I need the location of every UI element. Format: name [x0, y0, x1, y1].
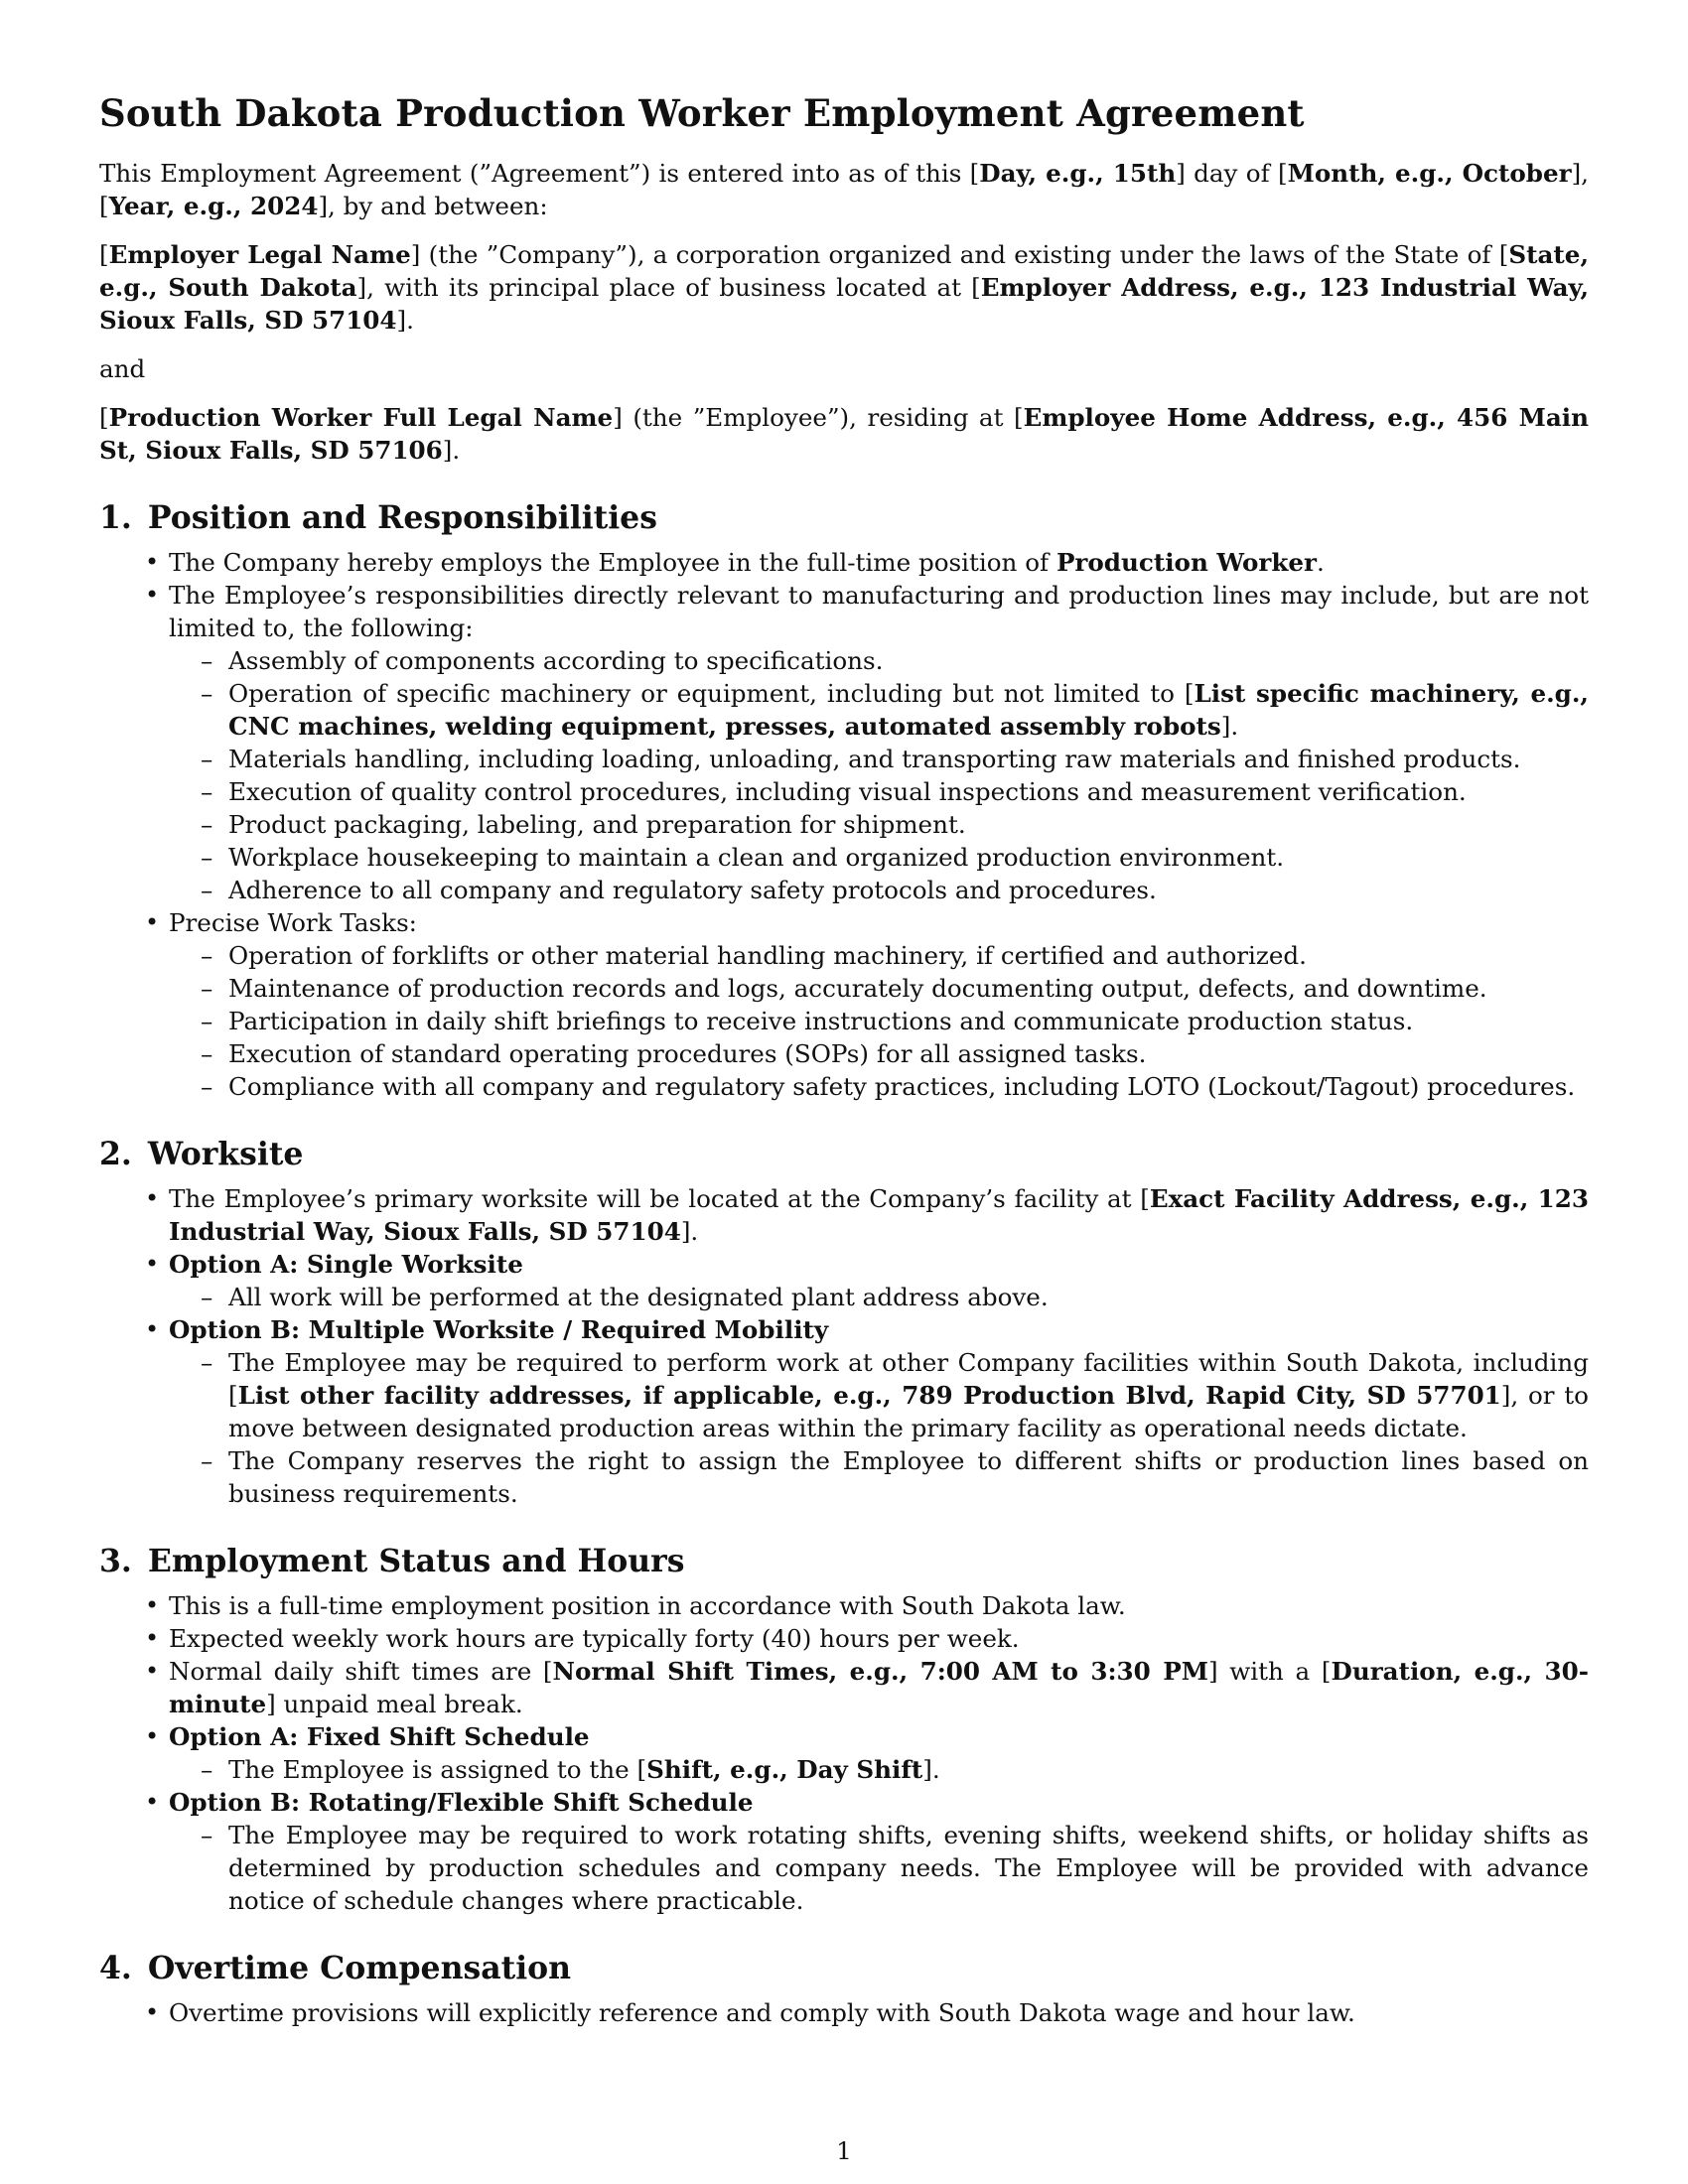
machinery-placeholder: List specific machinery, e.g., CNC machines, welding equipment, presses, automated assembly robots: [228, 679, 1589, 741]
sub-list-item: – Materials handling, including loading, unloading, and transporting raw materials and finished products.: [169, 743, 1589, 775]
sub-list-item: – Assembly of components according to specifications.: [169, 644, 1589, 677]
option-label: Option A: Fixed Shift Schedule: [169, 1722, 590, 1751]
list-item: • Expected weekly work hours are typically forty (40) hours per week.: [99, 1622, 1589, 1655]
list-item-text: The Employee’s responsibilities directly relevant to manufacturing and production lines may include, but are not limited to, the following:: [169, 581, 1589, 642]
sub-list: [169, 1819, 1589, 1917]
sub-list-item: – The Employee may be required to work rotating shifts, evening shifts, weekend shifts, or holiday shifts as determined by production schedules and company needs. The Employee will be provided with advance notice of schedule changes where practicable.: [169, 1819, 1589, 1917]
section-heading: [99, 1133, 1589, 1176]
section-number: 2.: [99, 1136, 132, 1172]
sub-list-item: – The Company reserves the right to assign the Employee to different shifts or production lines based on business requirements.: [169, 1444, 1589, 1510]
bullet-list: [99, 1182, 1589, 1510]
list-item-text: ].: [922, 1755, 940, 1784]
break-duration-placeholder: Duration, e.g., 30-minute: [169, 1657, 1589, 1718]
sub-list: [169, 1346, 1589, 1510]
section-title: Employment Status and Hours: [147, 1543, 685, 1579]
list-item-text: ].: [680, 1217, 699, 1246]
employee-text: [: [99, 403, 109, 432]
section-number: 3.: [99, 1543, 132, 1579]
sub-list-item: – Operation of forklifts or other material handling machinery, if certified and authorized.: [169, 939, 1589, 972]
employer-text: ], with its principal place of business located at [: [356, 273, 981, 302]
list-item-text: ], or to move between designated production areas within the primary facility as operational needs dictate.: [228, 1381, 1589, 1442]
list-item: [99, 546, 1589, 579]
employee-address-placeholder: Employee Home Address, e.g., 456 Main St, Sioux Falls, SD 57106: [99, 403, 1590, 465]
intro-text: ], by and between:: [318, 192, 548, 220]
employee-text: ] (the ”Employee”), residing at [: [613, 403, 1024, 432]
section-title: Position and Responsibilities: [147, 499, 657, 536]
list-item: • Overtime provisions will explicitly reference and comply with South Dakota wage and hour law.: [99, 1996, 1589, 2029]
bullet-list: [99, 546, 1589, 1103]
year-placeholder: Year, e.g., 2024: [108, 192, 319, 220]
list-item: • This is a full-time employment position in accordance with South Dakota law.: [99, 1589, 1589, 1622]
intro-text: ], [: [99, 159, 1589, 220]
list-item: [99, 1182, 1589, 1248]
shift-placeholder: Shift, e.g., Day Shift: [646, 1755, 923, 1784]
list-item-text: .: [1317, 548, 1325, 577]
employer-text: [: [99, 240, 109, 269]
list-item-text: The Employee’s primary worksite will be located at the Company’s facility at [: [169, 1184, 1150, 1213]
sub-list-item: – Adherence to all company and regulatory safety protocols and procedures.: [169, 874, 1589, 906]
page-number: 1: [836, 2136, 852, 2165]
sub-list: [169, 939, 1589, 1103]
sub-list-item: [169, 1753, 1589, 1786]
section-heading: [99, 1540, 1589, 1583]
list-item: [99, 1720, 1589, 1786]
other-facility-placeholder: List other facility addresses, if applicable, e.g., 789 Production Blvd, Rapid City, SD 57701: [237, 1381, 1501, 1410]
list-item-text: ] with a [: [1207, 1657, 1332, 1686]
employee-name-placeholder: Production Worker Full Legal Name: [108, 403, 614, 432]
sub-list-item: – Participation in daily shift briefings to receive instructions and communicate production status.: [169, 1005, 1589, 1037]
sub-list-item: [169, 1346, 1589, 1444]
sub-list-item: – Compliance with all company and regulatory safety practices, including LOTO (Lockout/Tagout) procedures.: [169, 1070, 1589, 1103]
sub-list-item: – Maintenance of production records and logs, accurately documenting output, defects, and downtime.: [169, 972, 1589, 1005]
and-paragraph: and: [99, 354, 146, 383]
section-number: 4.: [99, 1950, 132, 1986]
employer-name-placeholder: Employer Legal Name: [108, 240, 411, 269]
list-item-text: Precise Work Tasks:: [169, 908, 417, 937]
list-item: [99, 1313, 1589, 1510]
document-title: South Dakota Production Worker Employment Agreement: [99, 91, 1305, 135]
option-label: Option B: Rotating/Flexible Shift Schedule: [169, 1788, 754, 1817]
section-title: Overtime Compensation: [147, 1950, 572, 1986]
sub-list-item: [169, 677, 1589, 743]
employee-text: ].: [442, 436, 461, 465]
document-page: [99, 87, 1589, 2029]
list-item-text: The Company hereby employs the Employee in the full-time position of: [169, 548, 1056, 577]
section-title: Worksite: [147, 1136, 304, 1172]
sub-list-item: – Execution of standard operating procedures (SOPs) for all assigned tasks.: [169, 1037, 1589, 1070]
section-heading: [99, 1947, 1589, 1990]
employer-address-placeholder: Employer Address, e.g., 123 Industrial Way, Sioux Falls, SD 57104: [99, 273, 1590, 335]
sub-list-item: – All work will be performed at the designated plant address above.: [169, 1281, 1589, 1313]
list-item-text: ].: [1220, 712, 1239, 741]
section-number: 1.: [99, 499, 132, 536]
list-item: [99, 906, 1589, 1103]
list-item-text: Normal daily shift times are [: [169, 1657, 553, 1686]
month-placeholder: Month, e.g., October: [1287, 159, 1572, 188]
list-item: [99, 1655, 1589, 1720]
sub-list-item: – Product packaging, labeling, and preparation for shipment.: [169, 808, 1589, 841]
bullet-list: [99, 1589, 1589, 1917]
bullet-list: [99, 1996, 1589, 2029]
list-item-text: The Employee may be required to perform work at other Company facilities within South Dakota, including [: [228, 1348, 1589, 1410]
list-item: [99, 1248, 1589, 1313]
employer-paragraph: [99, 238, 1589, 337]
list-item-text: The Employee is assigned to the [: [228, 1755, 647, 1784]
sub-list: [169, 644, 1589, 906]
sub-list: [169, 1281, 1589, 1313]
intro-text: This Employment Agreement (”Agreement”) is entered into as of this [: [99, 159, 980, 188]
intro-text: ] day of [: [1176, 159, 1288, 188]
list-item: [99, 579, 1589, 906]
employee-paragraph: [99, 401, 1589, 467]
day-placeholder: Day, e.g., 15th: [979, 159, 1177, 188]
sub-list: [169, 1753, 1589, 1786]
section-heading: [99, 496, 1589, 540]
position-title: Production Worker: [1055, 548, 1318, 577]
employer-text: ].: [396, 306, 414, 335]
list-item-text: ] unpaid meal break.: [266, 1690, 523, 1718]
list-item-text: Operation of specific machinery or equipment, including but not limited to [: [228, 679, 1195, 708]
option-label: Option A: Single Worksite: [169, 1250, 523, 1279]
state-placeholder: State, e.g., South Dakota: [99, 240, 1590, 302]
intro-paragraph: [99, 157, 1589, 222]
sub-list-item: – Execution of quality control procedures, including visual inspections and measurement verification.: [169, 775, 1589, 808]
list-item: [99, 1786, 1589, 1917]
facility-address-placeholder: Exact Facility Address, e.g., 123 Industrial Way, Sioux Falls, SD 57104: [169, 1184, 1589, 1246]
option-label: Option B: Multiple Worksite / Required Mobility: [169, 1315, 829, 1344]
sub-list-item: – Workplace housekeeping to maintain a clean and organized production environment.: [169, 841, 1589, 874]
employer-text: ] (the ”Company”), a corporation organized and existing under the laws of the State of [: [410, 240, 1509, 269]
shift-times-placeholder: Normal Shift Times, e.g., 7:00 AM to 3:30 PM: [552, 1657, 1208, 1686]
